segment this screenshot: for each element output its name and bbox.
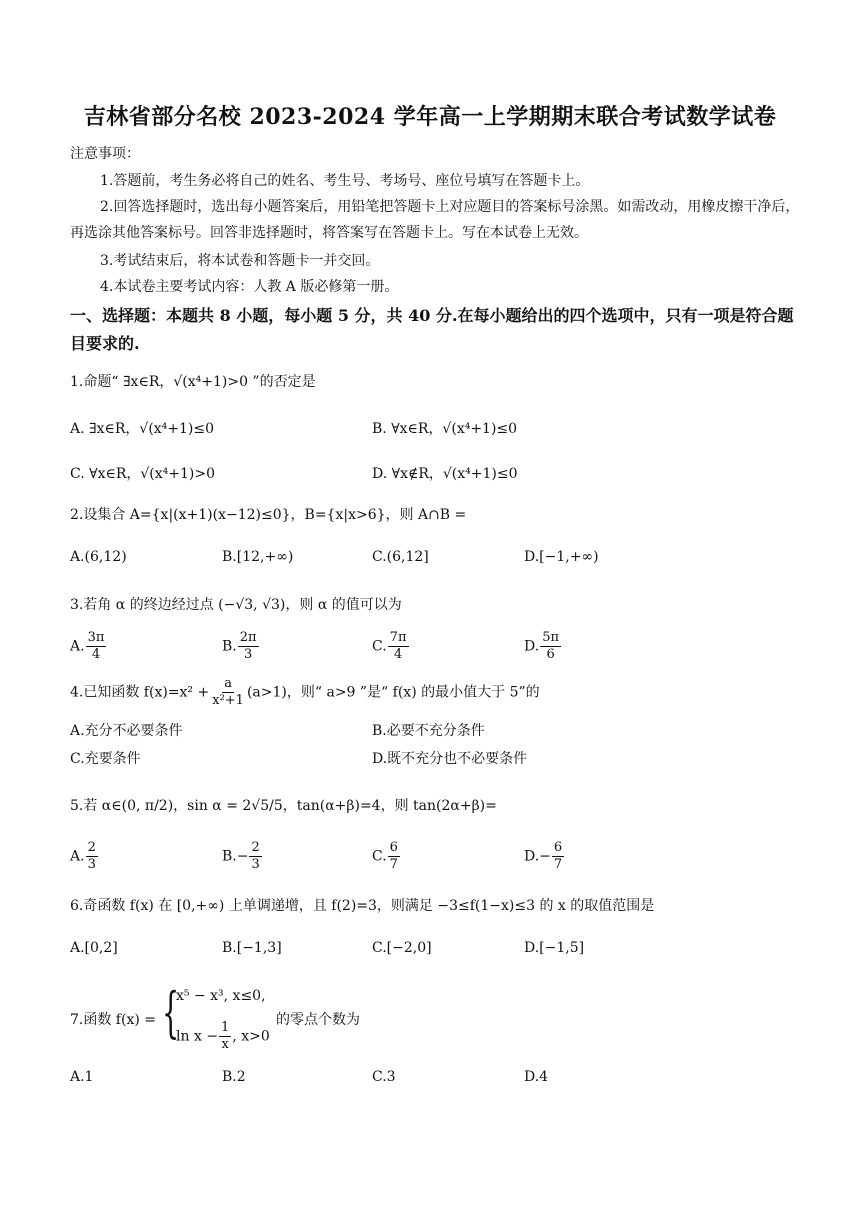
question-6-option-a: A.[0,2] xyxy=(70,940,118,956)
notice-item: 3.考试结束后，将本试卷和答题卡一并交回。 xyxy=(100,253,380,269)
question-1-option-a: A. ∃x∈R，√(x⁴+1)≤0 xyxy=(70,421,215,437)
question-2-option-c: C.(6,12] xyxy=(372,549,429,565)
question-1-option-b: B. ∀x∈R，√(x⁴+1)≤0 xyxy=(372,421,518,437)
question-2-stem: 2.设集合 A={x|(x+1)(x−12)≤0}，B={x|x>6}，则 A∩B = xyxy=(70,507,467,523)
question-7-stem-start: 7.函数 f(x) = xyxy=(70,1012,156,1028)
question-6-option-b: B.[−1,3] xyxy=(222,940,282,956)
question-2-option-a: A.(6,12) xyxy=(70,549,127,565)
question-1-stem: 1.命题“ ∃x∈R，√(x⁴+1)>0 ”的否定是 xyxy=(70,374,316,390)
notice-heading: 注意事项： xyxy=(70,146,140,162)
question-3-option-d: D. $\frac{5\pi}{6}$ xyxy=(524,630,560,662)
question-3-option-b: B. $\frac{2\pi}{3}$ xyxy=(222,630,257,662)
question-2-option-d: D.[−1,+∞) xyxy=(524,549,599,565)
question-7-option-d: D.4 xyxy=(524,1069,549,1085)
notice-item: 2.回答选择题时，选出每小题答案后，用铅笔把答题卡上对应题目的答案标号涂黑。如需改动，用橡皮擦干净后，再选涂其他答案标号。回答非选择题时，将答案写在答题卡上。写在本试卷上无效。 xyxy=(70,199,800,241)
question-5-option-a: A. $\frac{2}{3}$ xyxy=(70,840,96,872)
left-brace-icon: { xyxy=(162,981,180,1044)
notice-item: 1.答题前，考生务必将自己的姓名、考生号、考场号、座位号填写在答题卡上。 xyxy=(100,173,590,189)
question-4-stem: 4.已知函数 f(x)=x² + $\frac{a}{\text{x²+1}}$ (a>1)，则“ a>9 ”是“ f(x) 的最小值大于 5”的 xyxy=(70,676,540,708)
question-4-option-a: A.充分不必要条件 xyxy=(70,723,183,739)
question-6-option-d: D.[−1,5] xyxy=(524,940,585,956)
question-6-option-c: C.[−2,0] xyxy=(372,940,432,956)
question-5-option-c: C. $\frac{6}{7}$ xyxy=(372,840,398,872)
exam-title: 吉林省部分名校 2023-2024 学年高一上学期期末联合考试数学试卷 xyxy=(83,104,777,130)
question-5-option-d: D.− $\frac{6}{7}$ xyxy=(524,840,563,872)
question-3-option-c: C. $\frac{7\pi}{4}$ xyxy=(372,630,407,662)
question-7-stem-end: 的零点个数为 xyxy=(276,1012,360,1028)
question-1-option-d: D. ∀x∉R，√(x⁴+1)≤0 xyxy=(372,466,518,482)
question-4-option-b: B.必要不充分条件 xyxy=(372,723,485,739)
question-2-option-b: B.[12,+∞) xyxy=(222,549,294,565)
question-7-option-a: A.1 xyxy=(70,1069,94,1085)
question-3-option-a: A. $\frac{3\pi}{4}$ xyxy=(70,630,105,662)
question-1-option-c: C. ∀x∈R，√(x⁴+1)>0 xyxy=(70,466,215,482)
question-6-stem: 6.奇函数 f(x) 在 [0,+∞) 上单调递增，且 f(2)=3，则满足 −3≤f(1−x)≤3 的 x 的取值范围是 xyxy=(70,898,655,914)
section-heading: 一、选择题：本题共 8 小题，每小题 5 分，共 40 分.在每小题给出的四个选项中，只有一项是符合题目要求的. xyxy=(70,306,794,353)
question-7-case-1: x⁵ − x³, x≤0, xyxy=(176,988,266,1004)
question-7-case-2: ln x − $\frac{1}{x}$ , x>0 xyxy=(176,1020,270,1052)
question-3-stem: 3.若角 α 的终边经过点 (−√3, √3)，则 α 的值可以为 xyxy=(70,597,402,613)
notice-item: 4.本试卷主要考试内容：人教 A 版必修第一册。 xyxy=(100,279,399,295)
question-7-option-c: C.3 xyxy=(372,1069,396,1085)
question-5-stem: 5.若 α∈(0, π/2)，sin α = 2√5/5，tan(α+β)=4，则 tan(2α+β)= xyxy=(70,798,497,814)
question-5-option-b: B.− $\frac{2}{3}$ xyxy=(222,840,260,872)
question-4-option-d: D.既不充分也不必要条件 xyxy=(372,751,528,767)
question-7-option-b: B.2 xyxy=(222,1069,246,1085)
question-4-option-c: C.充要条件 xyxy=(70,751,141,767)
